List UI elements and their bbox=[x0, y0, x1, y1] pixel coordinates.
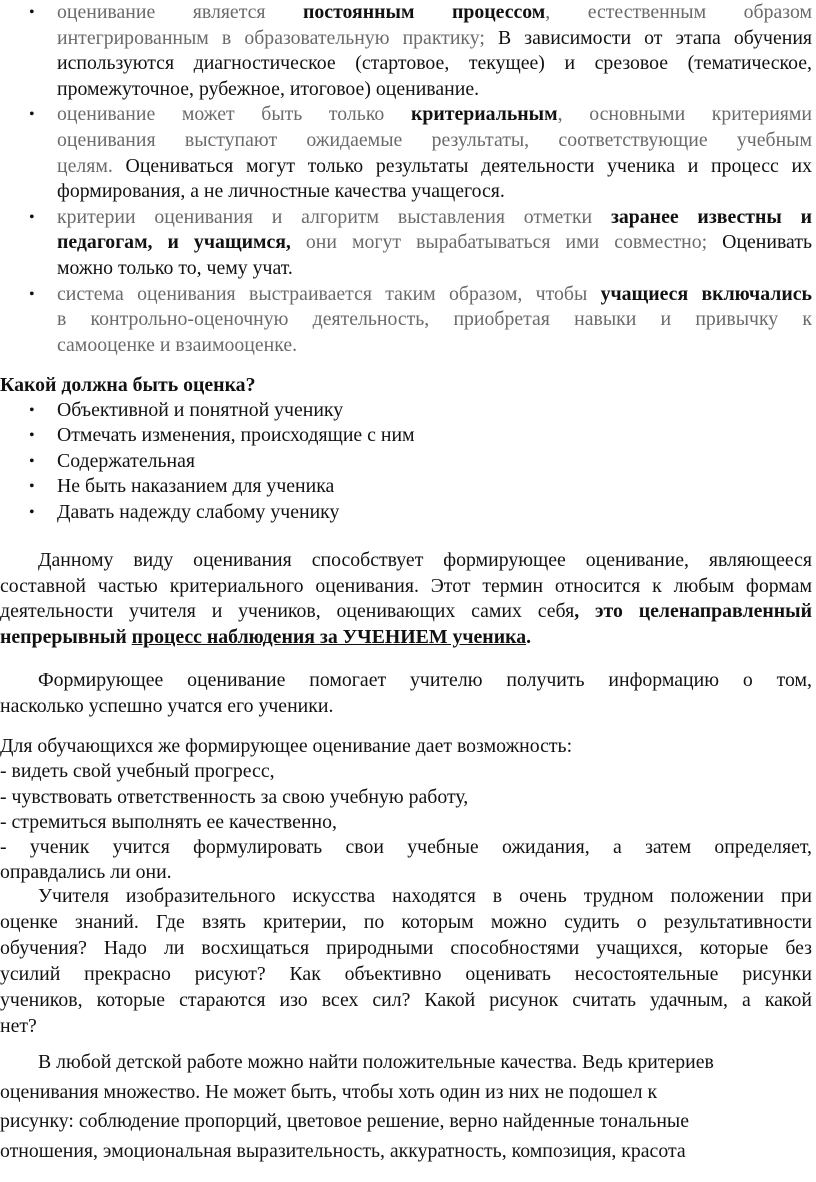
criteria-line bbox=[57, 51, 812, 77]
bold-text: заранее известны и bbox=[610, 205, 812, 228]
criteria-bullet-list bbox=[0, 0, 816, 358]
quality-list-item bbox=[0, 398, 415, 423]
criteria-text-segment: можно только то, чему учат. bbox=[57, 256, 293, 279]
criteria-line bbox=[57, 128, 812, 154]
criteria-text-segment: критерии оценивания и алгоритм выставления отметки bbox=[57, 205, 611, 228]
paragraph-line: оценивания множество. Не может быть, чтобы хоть один из них не подошел к bbox=[0, 1080, 658, 1103]
criteria-text-segment: промежуточное, рубежное, итоговое) оценивание. bbox=[57, 77, 480, 100]
paragraph-art-teachers bbox=[0, 883, 812, 1039]
criteria-line bbox=[57, 154, 812, 180]
criteria-text-segment: они могут вырабатываться ими совместно; bbox=[290, 231, 723, 254]
criteria-text-segment: формирования, а не личностные качества учащегося. bbox=[57, 180, 505, 203]
criteria-text-segment: В зависимости от этапа обучения bbox=[497, 26, 813, 49]
paragraph-line: отношения, эмоциональная выразительность, аккуратность, композиция, красота bbox=[0, 1139, 686, 1162]
criteria-text-segment: самооценке и взаимооценке. bbox=[57, 333, 298, 356]
dash-item: - стремиться выполнять ее качественно, bbox=[0, 810, 337, 833]
paragraph-line bbox=[0, 625, 812, 651]
criteria-list-item bbox=[0, 102, 816, 204]
paragraph-line: Для обучающихся же формирующее оценивание дает возможность: bbox=[0, 735, 573, 757]
criteria-line bbox=[57, 205, 812, 231]
paragraph-line: Данному виду оценивания способствует формирующее оценивание, являющееся bbox=[38, 549, 812, 571]
criteria-text-segment: , естественным образом bbox=[545, 1, 812, 23]
dash-item-continuation: оправдались ли они. bbox=[0, 861, 172, 884]
quality-text: Отмечать изменения, происходящие с ним bbox=[57, 424, 415, 447]
quality-text: Объективной и понятной ученику bbox=[57, 399, 344, 421]
criteria-line bbox=[57, 282, 812, 308]
paragraph-line: усилий прекрасно рисуют? Как объективно оценивать несостоятельные рисунки bbox=[0, 963, 812, 985]
criteria-text-segment: , основными критериями bbox=[557, 103, 812, 126]
paragraph-line: рисунку: соблюдение пропорций, цветовое решение, верно найденные тональные bbox=[0, 1110, 690, 1132]
criteria-text bbox=[57, 205, 812, 282]
quality-text: Содержательная bbox=[57, 449, 195, 472]
qualities-bullet-list bbox=[0, 398, 415, 525]
criteria-text bbox=[57, 102, 812, 204]
quality-list-item bbox=[0, 474, 415, 499]
paragraph-teacher-info bbox=[0, 668, 812, 719]
quality-text: Не быть наказанием для ученика bbox=[57, 475, 335, 498]
dash-item: - видеть свой учебный прогресс, bbox=[0, 760, 275, 783]
paragraph-positive-qualities bbox=[0, 1048, 790, 1166]
paragraph-line: оценке знаний. Где взять критерии, по которым можно судить о результативности bbox=[0, 911, 812, 933]
criteria-text-segment: система оценивания выстраивается таким образом, чтобы bbox=[57, 282, 601, 305]
bullet-icon: • bbox=[29, 503, 35, 521]
criteria-text-segment: оценивания выступают ожидаемые результаты, соответствующие учебным bbox=[57, 128, 812, 151]
bullet-icon: • bbox=[29, 402, 35, 419]
section-heading: Какой должна быть оценка? bbox=[0, 374, 256, 396]
paragraph-line: насколько успешно учатся его ученики. bbox=[0, 694, 334, 717]
bold-text: учащиеся включались bbox=[600, 282, 812, 305]
quality-list-item bbox=[0, 423, 415, 448]
paragraph-student-opportunities bbox=[0, 734, 812, 886]
bullet-icon: • bbox=[29, 106, 35, 124]
criteria-line bbox=[57, 256, 812, 282]
criteria-text-segment: в контрольно-оценочную деятельность, приобретая навыки и привычку к bbox=[57, 308, 812, 331]
criteria-text-segment: целям. bbox=[57, 154, 126, 177]
criteria-list-item bbox=[0, 0, 816, 102]
bullet-icon: • bbox=[29, 4, 35, 21]
criteria-text-segment: интегрированным в образовательную практику; bbox=[57, 26, 498, 49]
bold-text: постоянным процессом bbox=[303, 1, 546, 23]
criteria-text-segment: используются диагностическое (стартовое, текущее) и срезовое (тематическое, bbox=[57, 52, 812, 75]
quality-list-item bbox=[0, 500, 415, 525]
criteria-text-segment: оценивание является bbox=[57, 1, 303, 23]
bullet-icon: • bbox=[29, 478, 35, 496]
bold-text: педагогам, и учащимся, bbox=[57, 231, 291, 254]
paragraph-line: В любой детской работе можно найти положительные качества. Ведь критериев bbox=[38, 1051, 714, 1073]
criteria-line bbox=[57, 26, 812, 52]
criteria-list-item bbox=[0, 282, 816, 359]
underlined-text: процесс наблюдения за УЧЕНИЕМ ученика bbox=[131, 625, 527, 648]
bullet-icon: • bbox=[29, 452, 35, 470]
paragraph-formative-assessment bbox=[0, 548, 812, 650]
paragraph-line bbox=[0, 599, 812, 625]
criteria-text-segment: оценивание может быть только bbox=[57, 103, 411, 126]
bullet-icon: • bbox=[29, 285, 35, 303]
criteria-text bbox=[57, 0, 812, 102]
quality-text: Давать надежду слабому ученику bbox=[57, 500, 340, 523]
bullet-icon: • bbox=[29, 208, 35, 226]
paragraph-line: Формирующее оценивание помогает учителю получить информацию о том, bbox=[38, 669, 812, 691]
criteria-line bbox=[57, 230, 812, 256]
bold-text: , это целенаправленный bbox=[574, 600, 812, 622]
dash-item: - чувствовать ответственность за свою учебную работу, bbox=[0, 785, 469, 808]
paragraph-line: Учителя изобразительного искусства находятся в очень трудном положении при bbox=[38, 885, 812, 907]
paragraph-line: нет? bbox=[0, 1015, 37, 1037]
paragraph-text: деятельности учителя и учеников, оценивающих самих себя bbox=[0, 600, 575, 622]
criteria-line bbox=[57, 333, 812, 359]
criteria-list-item bbox=[0, 205, 816, 282]
criteria-line bbox=[57, 307, 812, 333]
bold-text: непрерывный bbox=[0, 625, 132, 648]
bold-text: критериальным bbox=[410, 103, 558, 126]
paragraph-line: учеников, которые стараются изо всех сил? Какой рисунок считать удачным, а какой bbox=[0, 989, 812, 1011]
criteria-line bbox=[57, 102, 812, 128]
bullet-icon: • bbox=[29, 427, 35, 445]
criteria-line bbox=[57, 0, 812, 26]
criteria-text bbox=[57, 282, 812, 359]
criteria-text-segment: Оцениваться могут только результаты деятельности ученика и процесс их bbox=[125, 154, 812, 177]
criteria-line bbox=[57, 179, 812, 205]
criteria-text-segment: Оценивать bbox=[722, 231, 812, 254]
paragraph-line: обучения? Надо ли восхищаться природными способностями учащихся, которые без bbox=[0, 937, 812, 959]
quality-list-item bbox=[0, 449, 415, 474]
bold-text: . bbox=[526, 625, 532, 648]
dash-item: - ученик учится формулировать свои учебные ожидания, а затем определяет, bbox=[0, 836, 812, 859]
paragraph-line: составной частью критериального оценивания. Этот термин относится к любым формам bbox=[0, 574, 812, 597]
criteria-line bbox=[57, 77, 812, 103]
